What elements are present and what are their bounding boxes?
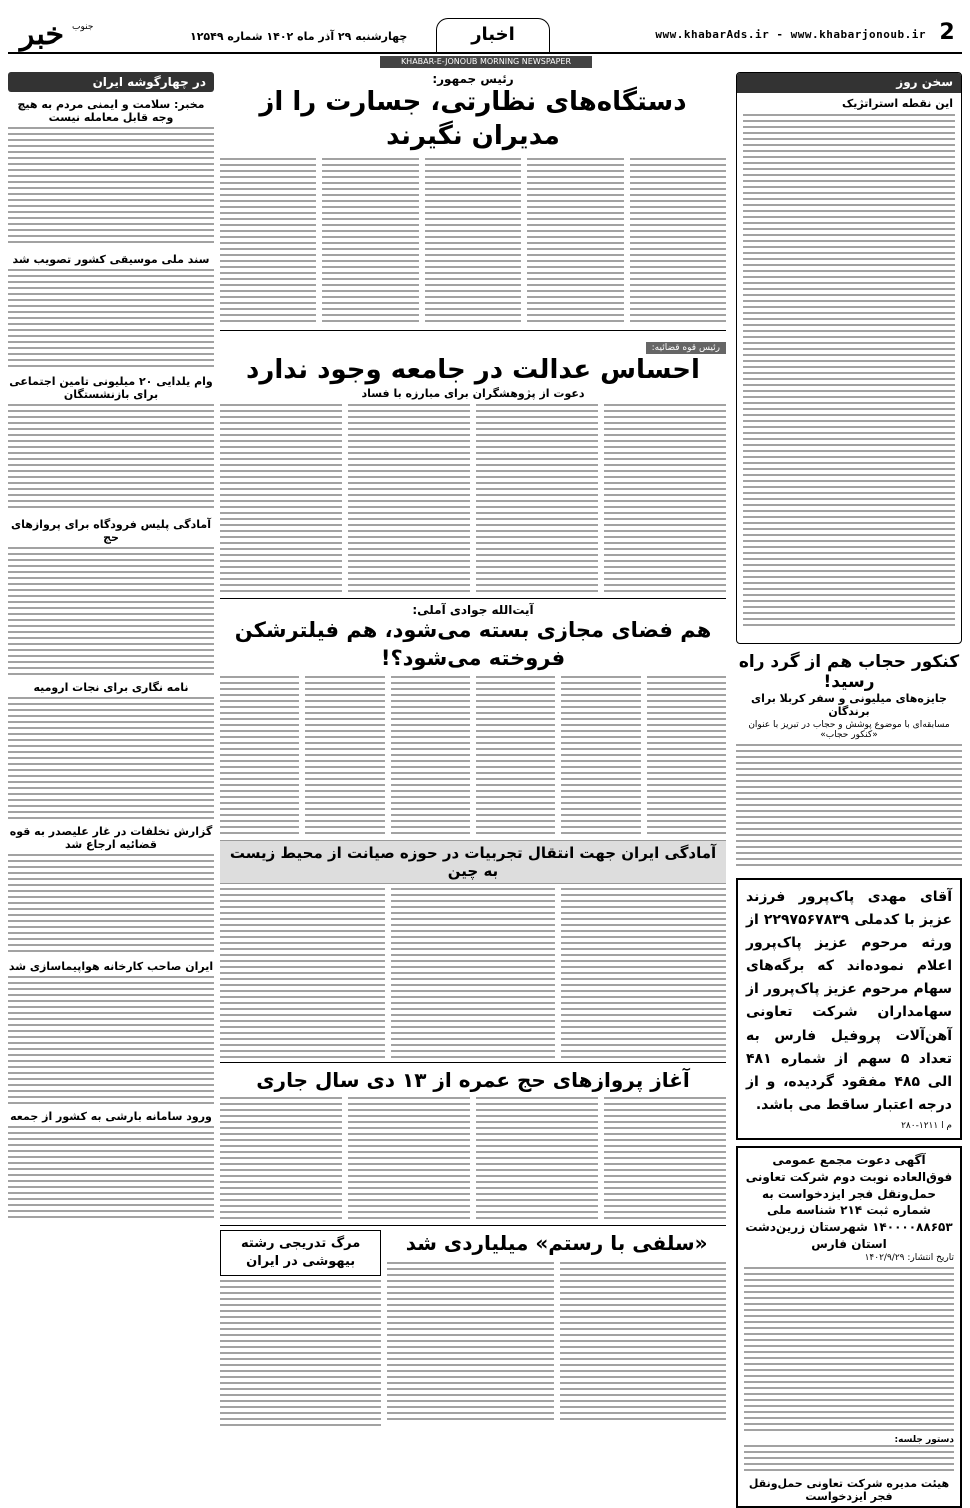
news-body — [8, 404, 214, 512]
assembly-agenda-body — [744, 1445, 954, 1473]
text-col — [604, 1097, 726, 1221]
text-col — [391, 676, 470, 834]
text-col — [348, 404, 470, 594]
masthead — [8, 18, 962, 54]
president-body — [220, 158, 726, 326]
konkur-body — [736, 744, 962, 870]
sokhan-rooz-title: این نقطه استراتژیک — [842, 97, 953, 110]
news-title: گزارش تخلفات در غار علیصدر به قوه قضائیه ارجاع شد — [9, 825, 213, 851]
text-col — [387, 1262, 553, 1422]
assembly-body — [744, 1267, 954, 1435]
text-col — [630, 158, 726, 326]
konkur-hejab-article — [736, 652, 962, 870]
anesthesia-article — [220, 1230, 381, 1430]
news-title: آمادگی پلیس فرودگاه برای پروازهای حج — [11, 518, 211, 544]
selfie-headline: «سلفی با رستم» میلیاردی شد — [405, 1230, 708, 1255]
president-kicker: رئیس جمهور: — [432, 72, 514, 86]
news-body — [8, 127, 214, 247]
news-body — [8, 1126, 214, 1222]
news-body — [8, 854, 214, 954]
newspaper-logo: خبر — [19, 17, 65, 52]
right-column — [736, 72, 962, 1508]
text-col — [527, 158, 623, 326]
text-col — [561, 888, 726, 1058]
text-col — [391, 888, 556, 1058]
left-column-label: در چهارگوشه ایران — [8, 72, 214, 92]
anesthesia-body — [220, 1280, 381, 1430]
president-headline: دستگاه‌های نظارتی، جسارت را از مدیران نگیرند — [259, 87, 687, 151]
text-col — [220, 404, 342, 594]
china-body — [220, 888, 726, 1058]
lost-shares-code: م ا ۱۲۱۱-۲۸۰ — [901, 1120, 952, 1131]
divider — [220, 1062, 726, 1063]
javadi-headline: هم فضای مجازی بسته می‌شود، هم فیلترشکن فروخته می‌شود؟! — [234, 618, 712, 670]
text-col — [561, 676, 640, 834]
news-body — [8, 976, 214, 1104]
konkur-subhead: جایزه‌های میلیونی و سفر کربلا برای برندگان — [751, 692, 947, 718]
text-col — [348, 1097, 470, 1221]
judiciary-kicker: رئیس قوه قضائیه: — [646, 342, 726, 354]
hajj-body — [220, 1097, 726, 1221]
text-col — [476, 676, 555, 834]
assembly-agenda: دستور جلسه: — [894, 1434, 954, 1445]
sokhan-rooz-label: سخن روز — [737, 73, 961, 93]
text-col — [560, 1262, 726, 1422]
news-title: ورود سامانه بارشی به کشور از جمعه — [10, 1110, 212, 1123]
judiciary-headline: احساس عدالت در جامعه وجود ندارد — [246, 354, 700, 385]
news-title: ایران صاحب کارخانه هواپیماسازی شد — [8, 960, 214, 973]
divider — [220, 1225, 726, 1226]
middle-column — [220, 72, 726, 1430]
section-tab: اخبار — [436, 18, 550, 52]
javadi-kicker: آیت‌الله جوادی آملی: — [412, 603, 534, 618]
news-title: مخبر: سلامت و ایمنی مردم به هیچ وجه قابل معامله نیست — [17, 98, 205, 124]
bottom-row — [220, 1230, 726, 1430]
konkur-kicker: مسابقه‌ای با موضوع پوشش و حجاب در تبریز با عنوان «کنکور حجاب» — [748, 720, 950, 740]
selfie-article — [387, 1230, 726, 1430]
news-body — [8, 697, 214, 819]
divider — [220, 330, 726, 331]
text-col — [220, 1097, 342, 1221]
anesthesia-headline: مرگ تدریجی رشته بیهوشی در ایران — [220, 1230, 381, 1276]
lost-shares-text: آقای مهدی پاک‌پرور فرزند عزیز با کدملی ۲۲۹۷۵۶۷۸۳۹ از ورثه مرحوم عزیز پاک‌پرور اعلام نموده‌اند که برگه‌های سهام مرحوم عزیز پاک‌پرور از سهامداران شرکت تعاونی آهن‌آلات پروفیل فارس به تعداد ۵ سهم از شماره ۴۸۱ الی ۴۸۵ مفقود گردیده، و از درجه اعتبار ساقط می باشد. — [746, 889, 953, 1113]
assembly-footer: هیئت مدیره شرکت تعاونی حمل‌ونقل فجر ایزدخواست — [748, 1476, 950, 1503]
assembly-title: آگهی دعوت مجمع عمومی فوق‌العاده نوبت دوم شرکت تعاونی حمل‌ونقل فجر ایزدخواست به شماره ثبت ۲۱۴ شناسه ملی ۱۴۰۰۰۰۸۸۶۵۳ شهرستان زرین‌دشت استان فارس — [745, 1153, 953, 1251]
judiciary-body — [220, 404, 726, 594]
konkur-headline: کنکور حجاب هم از گرد راه رسید! — [738, 652, 960, 692]
assembly-date: تاریخ انتشار: ۱۴۰۲/۹/۲۹ — [864, 1252, 954, 1263]
text-col — [476, 404, 598, 594]
date-line: چهارشنبه ۲۹ آذر ماه ۱۴۰۲ شماره ۱۲۵۴۹ — [190, 30, 408, 43]
english-strip: KHABAR-E-JONOUB MORNING NEWSPAPER — [380, 56, 592, 68]
text-col — [425, 158, 521, 326]
logo-sub: جنوب — [72, 22, 94, 32]
divider — [220, 598, 726, 599]
text-col — [322, 158, 418, 326]
left-column — [8, 72, 214, 1222]
javadi-body — [220, 676, 726, 834]
site-url[interactable]: www.khabarAds.ir - www.khabarjonoub.ir — [655, 28, 926, 41]
hajj-headline: آغاز پروازهای حج عمره از ۱۳ دی سال جاری — [256, 1067, 690, 1092]
text-col — [647, 676, 726, 834]
selfie-body — [387, 1262, 726, 1422]
text-col — [305, 676, 384, 834]
text-col — [476, 1097, 598, 1221]
news-title: وام یلدایی ۲۰ میلیونی تامین اجتماعی برای بازنشستگان — [9, 375, 213, 401]
text-col — [220, 888, 385, 1058]
page-number: 2 — [939, 20, 955, 45]
news-title: نامه نگاری برای نجات ارومیه — [33, 681, 189, 694]
china-headline: آمادگی ایران جهت انتقال تجربیات در حوزه صیانت از محیط زیست به چین — [220, 840, 726, 884]
judiciary-subhead: دعوت از پژوهشگران برای مبارزه با فساد — [361, 387, 585, 401]
lost-shares-notice — [736, 878, 962, 1140]
sokhan-rooz-box — [736, 72, 962, 644]
news-body — [8, 547, 214, 675]
text-col — [220, 158, 316, 326]
news-title: سند ملی موسیقی کشور تصویب شد — [12, 253, 210, 266]
text-col — [220, 676, 299, 834]
news-body — [8, 269, 214, 369]
sokhan-rooz-body — [743, 114, 955, 626]
assembly-notice — [736, 1146, 962, 1508]
text-col — [604, 404, 726, 594]
